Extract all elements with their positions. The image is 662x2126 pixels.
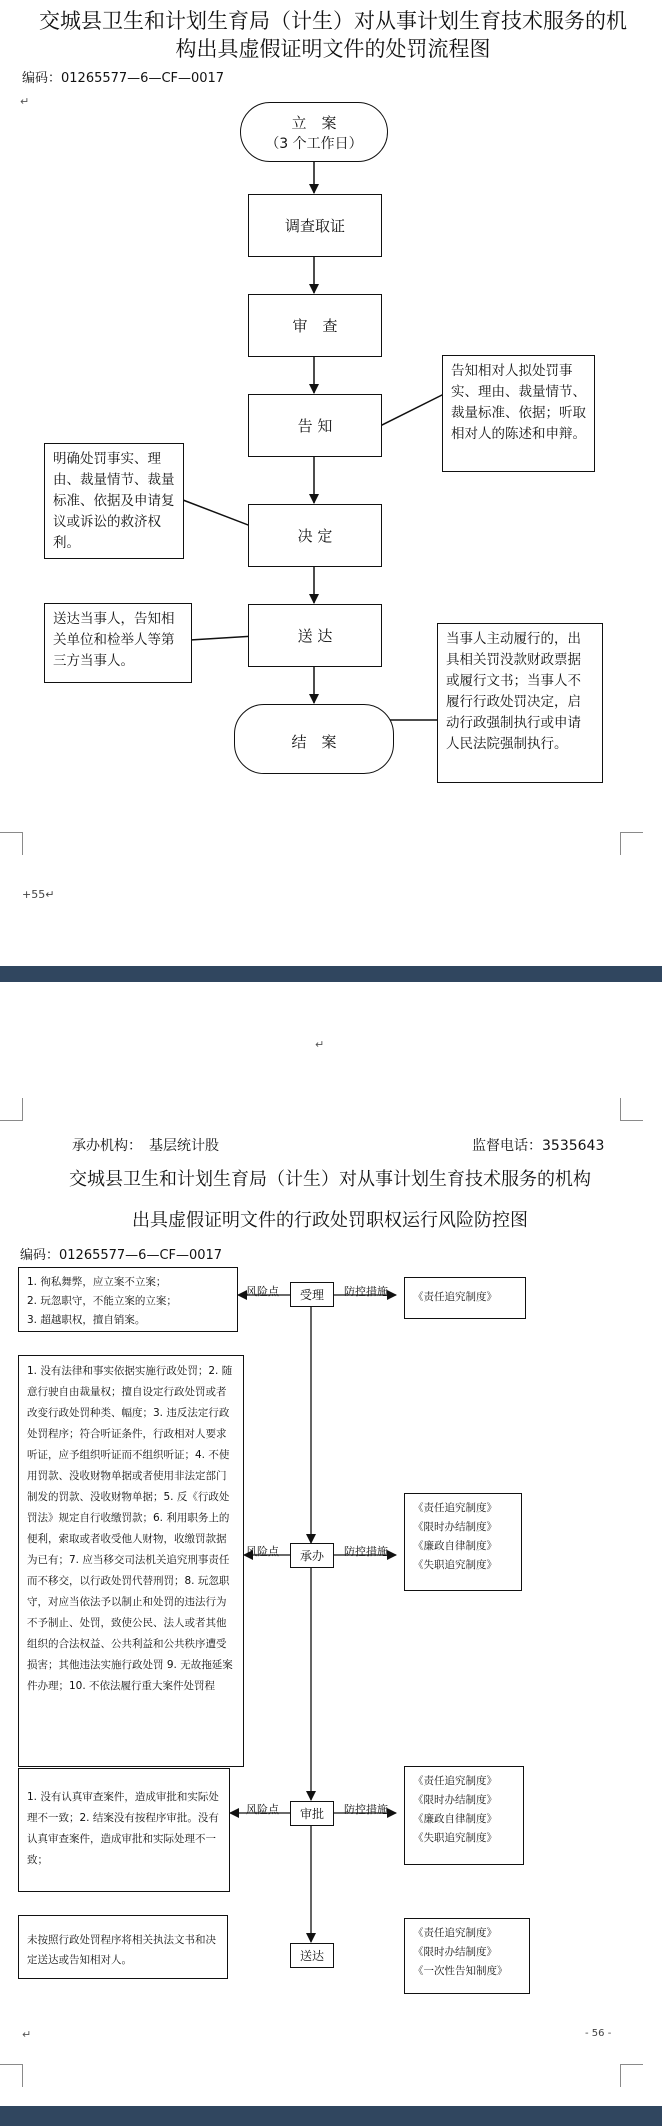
page1-title-line2: 构出具虚假证明文件的处罚流程图: [175, 37, 491, 61]
node-accept: 受理: [290, 1282, 334, 1307]
control-label-approve: 防控措施: [344, 1803, 388, 1816]
flow-review: 审 查: [248, 294, 382, 357]
note-deliver: 送达当事人，告知相关单位和检举人等第三方当事人。: [44, 603, 192, 683]
return-mark: ↵: [22, 2028, 32, 2041]
page-separator-bottom: [0, 2106, 662, 2126]
page2-title-line1: 交城县卫生和计划生育局（计生）对从事计划生育技术服务的机构: [69, 1169, 591, 1190]
return-mark: ↵: [315, 1038, 325, 1051]
risk-label-handle: 风险点: [246, 1545, 279, 1558]
page1-page-number: +55↵: [22, 888, 55, 901]
flow-notify: 告 知: [248, 394, 382, 457]
note-notify: 告知相对人拟处罚事实、理由、裁量情节、裁量标准、依据；听取相对人的陈述和申辩。: [442, 355, 595, 472]
page1-title-line1: 交城县卫生和计划生育局（计生）对从事计划生育技术服务的机: [39, 9, 627, 33]
flow-investigate: 调查取证: [248, 194, 382, 257]
header-hotline: 监督电话：3535643: [472, 1138, 605, 1154]
page1-code: 编码：01265577—6—CF—0017: [22, 71, 225, 86]
note-execute: 当事人主动履行的，出具相关罚没款财政票据或履行文书；当事人不履行行政处罚决定，启动行政强制执行或申请人民法院强制执行。: [437, 623, 603, 783]
page2-corner-bottom-right: [620, 2064, 643, 2087]
page2-page-number: - 56 -: [585, 2028, 612, 2039]
flow-start-filing-duration: （3 个工作日）: [265, 135, 363, 152]
flow-decide: 决 定: [248, 504, 382, 567]
control-handle: 《责任追究制度》 《限时办结制度》 《廉政自律制度》 《失职追究制度》: [404, 1493, 522, 1591]
control-label-handle: 防控措施: [344, 1545, 388, 1558]
flow-start-filing-label: 立 案: [291, 113, 337, 132]
risk-label-accept: 风险点: [246, 1285, 279, 1298]
node-handle: 承办: [290, 1543, 334, 1568]
risk-label-approve: 风险点: [246, 1803, 279, 1816]
page2-corner-bottom-left: [0, 2064, 23, 2087]
return-mark: ↵: [20, 95, 30, 108]
node-approve: 审批: [290, 1801, 334, 1826]
risk-handle: 1. 没有法律和事实依据实施行政处罚；2. 随意行驶自由裁量权；擅自设定行政处罚或者改变行政处罚种类、幅度；3. 违反法定行政处罚程序；符合听证条件，行政相对人要求听证，应予组织听证而不组织听证；4. 不使用罚款、没收财物单据或者使用非法定部门制发的罚款、没收财物单据；5. 反《行政处罚法》规定自行收缴罚款；6. 利用职务上的便利，索取或者收受他人财物，收缴罚款据为已有；7. 应当移交司法机关追究刑事责任而不移交，以行政处罚代替刑罚；8. 玩忽职守，对应当依法予以制止和处罚的违法行为不予制止、处罚，致使公民、法人或者其他组织的合法权益、公共利益和公共秩序遭受损害；其他违法实施行政处罚 9. 无故拖延案件办理；10. 不依法履行重大案件处罚程: [18, 1355, 244, 1767]
page1-page-number-value: 55: [31, 888, 46, 901]
header-organizer: 承办机构： 基层统计股: [72, 1138, 219, 1154]
flow-deliver: 送 达: [248, 604, 382, 667]
page2-code: 编码：01265577—6—CF—0017: [20, 1248, 223, 1263]
risk-approve: 1. 没有认真审查案件，造成审批和实际处理不一致；2. 结案没有按程序审批。没有认真审查案件，造成审批和实际处理不一致；: [18, 1768, 230, 1892]
control-deliver: 《责任追究制度》 《限时办结制度》 《一次性告知制度》: [404, 1918, 530, 1994]
control-label-accept: 防控措施: [344, 1285, 388, 1298]
page2-title-line2: 出具虚假证明文件的行政处罚职权运行风险防控图: [132, 1210, 528, 1231]
risk-accept: 1. 徇私舞弊，应立案不立案； 2. 玩忽职守，不能立案的立案； 3. 超越职权，擅自销案。: [18, 1267, 238, 1332]
control-approve: 《责任追究制度》 《限时办结制度》 《廉政自律制度》 《失职追究制度》: [404, 1766, 524, 1865]
note-decide: 明确处罚事实、理由、裁量情节、裁量标准、依据及申请复议或诉讼的救济权利。: [44, 443, 184, 559]
node-deliver: 送达: [290, 1943, 334, 1968]
risk-deliver: 未按照行政处罚程序将相关执法文书和决定送达或告知相对人。: [18, 1915, 228, 1979]
flow-close-case-label: 结 案: [291, 733, 337, 751]
control-accept: 《责任追究制度》: [404, 1277, 526, 1319]
